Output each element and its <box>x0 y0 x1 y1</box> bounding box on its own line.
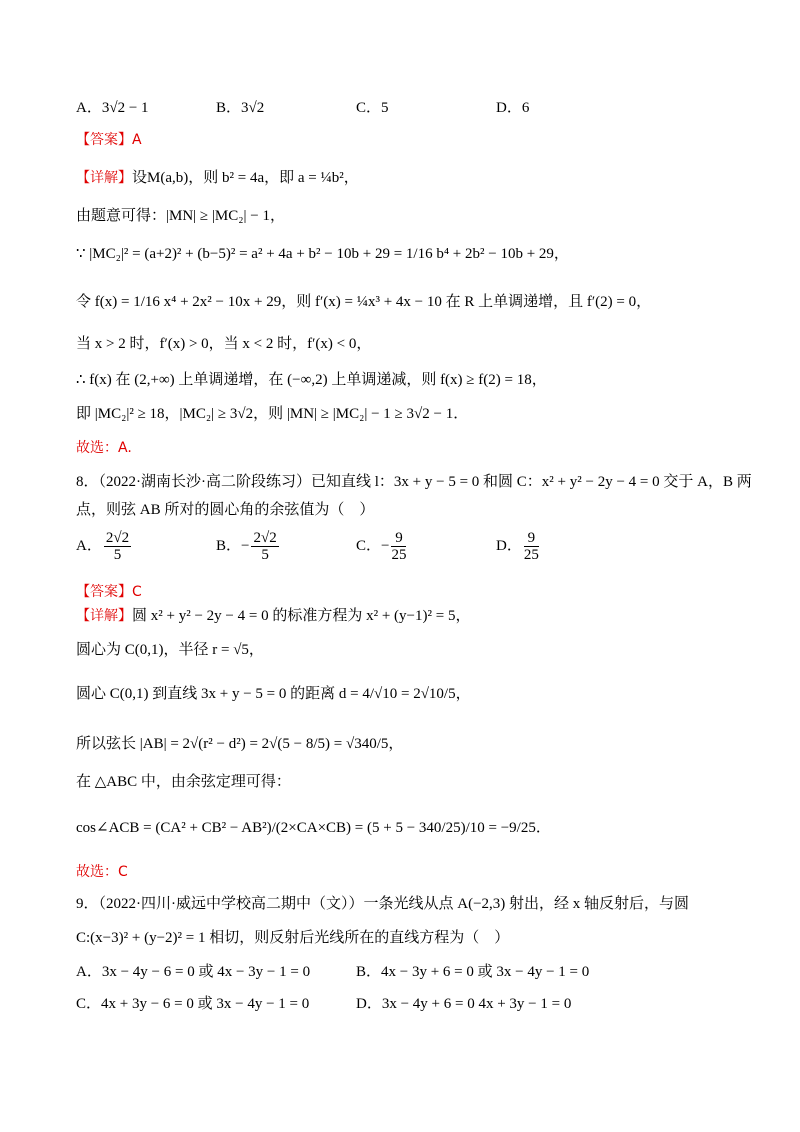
q8-option-d <box>496 530 541 563</box>
q7-detail-line-7: 即 |MC₂|² ≥ 18，|MC₂| ≥ 3√2，则 |MN| ≥ |MC₂| − 1 ≥ 3√2 − 1． <box>76 406 469 422</box>
q8-option-c <box>356 530 408 563</box>
q8-option-b-label: B．− <box>216 537 250 554</box>
q8-detail-text-1: 圆 x² + y² − 2y − 4 = 0 的标准方程为 x² + (y−1)² = 5， <box>132 608 471 624</box>
q8-option-d-den: 25 <box>523 547 539 563</box>
q7-choose: 故选：A. <box>76 440 132 456</box>
q8-option-a-den: 5 <box>113 547 122 563</box>
q8-stem-line-2: 点，则弦 AB 所对的圆心角的余弦值为（ ） <box>76 502 375 518</box>
q9-stem-line-2: C:(x−3)² + (y−2)² = 1 相切，则反射后光线所在的直线方程为（ ） <box>76 930 510 946</box>
q7-detail-line-2: 由题意可得：|MN| ≥ |MC₂| − 1， <box>76 208 285 224</box>
q7-detail-text-1: 设M(a,b)，则 b² = 4a，即 a = ¼b²， <box>132 170 359 186</box>
q8-option-b-num: 2√2 <box>253 530 277 546</box>
q8-option-a-num: 2√2 <box>105 530 130 546</box>
q8-option-a-label: A． <box>76 537 102 554</box>
q7-detail-line-4: 令 f(x) = 1/16 x⁴ + 2x² − 10x + 29，则 f′(x) = ¼x³ + 4x − 10 在 R 上单调递增，且 f′(2) = 0， <box>76 294 652 310</box>
q8-detail-line-3: 圆心 C(0,1) 到直线 3x + y − 5 = 0 的距离 d = 4/√10 = 2√10/5， <box>76 686 471 702</box>
q8-stem-line-1: 8．（2022·湖南长沙·高二阶段练习）已知直线 l：3x + y − 5 = 0 和圆 C：x² + y² − 2y − 4 = 0 交于 A，B 两 <box>76 474 752 490</box>
q9-option-d: D．3x − 4y + 6 = 0 4x + 3y − 1 = 0 <box>356 996 572 1012</box>
q7-option-d: D．6 <box>496 100 530 116</box>
q9-option-a: A．3x − 4y − 6 = 0 或 4x − 3y − 1 = 0 <box>76 964 311 980</box>
q7-option-b: B．3√2 <box>216 100 265 116</box>
q8-choose: 故选：C <box>76 864 128 880</box>
q9-stem-line-1: 9．（2022·四川·威远中学校高二期中（文））一条光线从点 A(−2,3) 射出，经 x 轴反射后，与圆 <box>76 896 690 912</box>
q9-option-c: C．4x + 3y − 6 = 0 或 3x − 4y − 1 = 0 <box>76 996 310 1012</box>
q8-answer: 【答案】C <box>76 584 142 600</box>
q7-detail-line-3: ∵ |MC₂|² = (a+2)² + (b−5)² = a² + 4a + b² − 10b + 29 = 1/16 b⁴ + 2b² − 10b + 29， <box>76 246 569 262</box>
q7-detail-line-1 <box>76 168 359 188</box>
q8-detail-line-1 <box>76 606 470 626</box>
q8-detail-label: 【详解】 <box>76 608 132 624</box>
q8-detail-line-5: 在 △ABC 中，由余弦定理可得： <box>76 774 291 790</box>
q7-detail-line-5: 当 x > 2 时，f′(x) > 0，当 x < 2 时，f′(x) < 0， <box>76 336 372 352</box>
q8-detail-line-4: 所以弦长 |AB| = 2√(r² − d²) = 2√(5 − 8/5) = √340/5， <box>76 736 404 752</box>
q8-detail-line-2: 圆心为 C(0,1)，半径 r = √5， <box>76 642 264 658</box>
q8-option-d-num: 9 <box>524 530 539 547</box>
q8-detail-line-6: cos∠ACB = (CA² + CB² − AB²)/(2×CA×CB) = (5 + 5 − 340/25)/10 = −9/25． <box>76 820 551 836</box>
q8-option-c-num: 9 <box>391 530 406 547</box>
q8-option-c-label: C．− <box>356 537 390 554</box>
q8-option-a <box>76 530 133 563</box>
q8-option-c-den: 25 <box>391 547 407 563</box>
q8-option-b-den: 5 <box>261 547 269 563</box>
q8-option-d-label: D． <box>496 537 522 554</box>
q8-option-b <box>216 530 281 563</box>
q9-option-b: B．4x − 3y + 6 = 0 或 3x − 4y − 1 = 0 <box>356 964 590 980</box>
q7-option-a: A．3√2 − 1 <box>76 100 149 116</box>
q7-answer: 【答案】A <box>76 132 142 148</box>
q7-detail-label: 【详解】 <box>76 170 132 186</box>
q7-detail-line-6: ∴ f(x) 在 (2,+∞) 上单调递增，在 (−∞,2) 上单调递减，则 f(x) ≥ f(2) = 18， <box>76 372 547 388</box>
q7-option-c: C．5 <box>356 100 389 116</box>
